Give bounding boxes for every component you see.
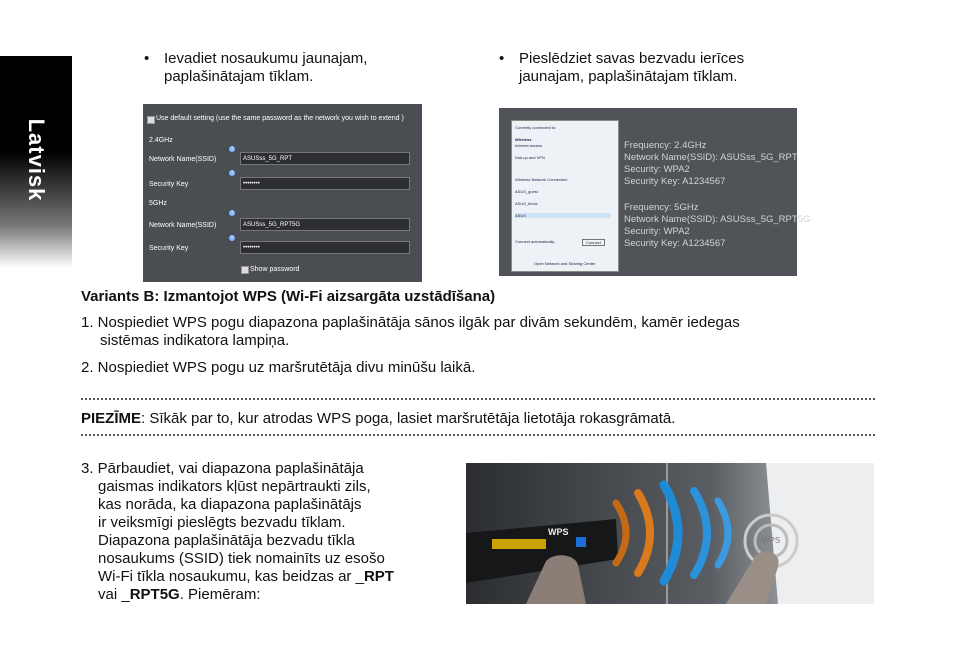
- extender-icon: [766, 463, 874, 604]
- variant-b-heading: Variants B: Izmantojot WPS (Wi-Fi aizsargāta uzstādīšana): [81, 288, 496, 305]
- info-icon: i: [229, 146, 235, 152]
- wps-label-router: WPS: [548, 527, 569, 537]
- wifi-info-24: Frequency: 2.4GHz Network Name(SSID): ASUSss_5G_RPT Security: WPA2 Security Key: A1234567: [624, 140, 798, 187]
- step-2: 2. Nospiediet WPS pogu uz maršrutētāja divu minūšu laikā.: [81, 359, 476, 376]
- key-5-field: ••••••••: [240, 241, 410, 254]
- use-default-checkbox: [147, 116, 155, 124]
- bullet-enter-name: • Ievadiet nosaukumu jaunajam, paplašinātajam tīklam.: [144, 50, 368, 85]
- ssid-24-field: ASUSss_5G_RPT: [240, 152, 410, 165]
- info-icon: i: [229, 170, 235, 176]
- ssid-5-field: ASUSss_5G_RPT5G: [240, 218, 410, 231]
- info-icon: i: [229, 210, 235, 216]
- language-label: Latvisk: [24, 118, 49, 202]
- info-icon: i: [229, 235, 235, 241]
- wifi-list-screenshot: [499, 108, 811, 276]
- wps-label-extender: WPS: [762, 536, 781, 545]
- step-3: 3. Pārbaudiet, vai diapazona paplašinātāja gaismas indikators kļūst nepārtraukti zils, kas norāda, ka diapazona paplašinātājs ir veiksmīgi pieslēgts bezvadu tīklam. Diapazona paplašinātāja bezvadu tīkla nosaukums (SSID) tiek nomainīts uz esošo Wi-Fi tīkla nosaukumu, kas beidzas ar _RPT vai _RPT5G. Piemēram:: [81, 460, 394, 603]
- key-24-field: ••••••••: [240, 177, 410, 190]
- wps-photo-drawing: [466, 463, 874, 604]
- wps-illustration: [466, 463, 874, 604]
- wifi-info-5: Frequency: 5GHz Network Name(SSID): ASUSss_5G_RPT5G Security: WPA2 Security Key: A1234567: [624, 202, 811, 249]
- show-password-checkbox: [241, 266, 249, 274]
- language-side-tab: [0, 56, 72, 268]
- extender-settings-screenshot: Use default setting (use the same password as the network you wish to extend ) 2.4GHz i Network Name(SSID) ASUSss_5G_RPT i Security Key •••••••• 5GHz i Network Name(SSID) ASUSss_5G_RPT5G i Security Key •••••••• Show password: [143, 104, 422, 282]
- bullet-connect-devices: • Pieslēdziet savas bezvadu ierīces jaunajam, paplašinātajam tīklam.: [499, 50, 745, 85]
- step-1-cont: sistēmas indikatora lampiņa.: [100, 332, 290, 349]
- step-1: 1. Nospiediet WPS pogu diapazona paplašinātāja sānos ilgāk par divām sekundēm, kamēr iedegas: [81, 314, 740, 331]
- divider: [81, 398, 875, 400]
- note: PIEZĪME: Sīkāk par to, kur atrodas WPS poga, lasiet maršrutētāja lietotāja rokasgrāmatā.: [81, 410, 676, 427]
- wifi-network-list: Currently connected to: Wireless Internet access Dial-up and VPN Wireless Network Connection ASUS_guest ASUS_block ASUS Connect automatically Connect Open Network and Sharing Center: [511, 120, 619, 272]
- divider: [81, 434, 875, 436]
